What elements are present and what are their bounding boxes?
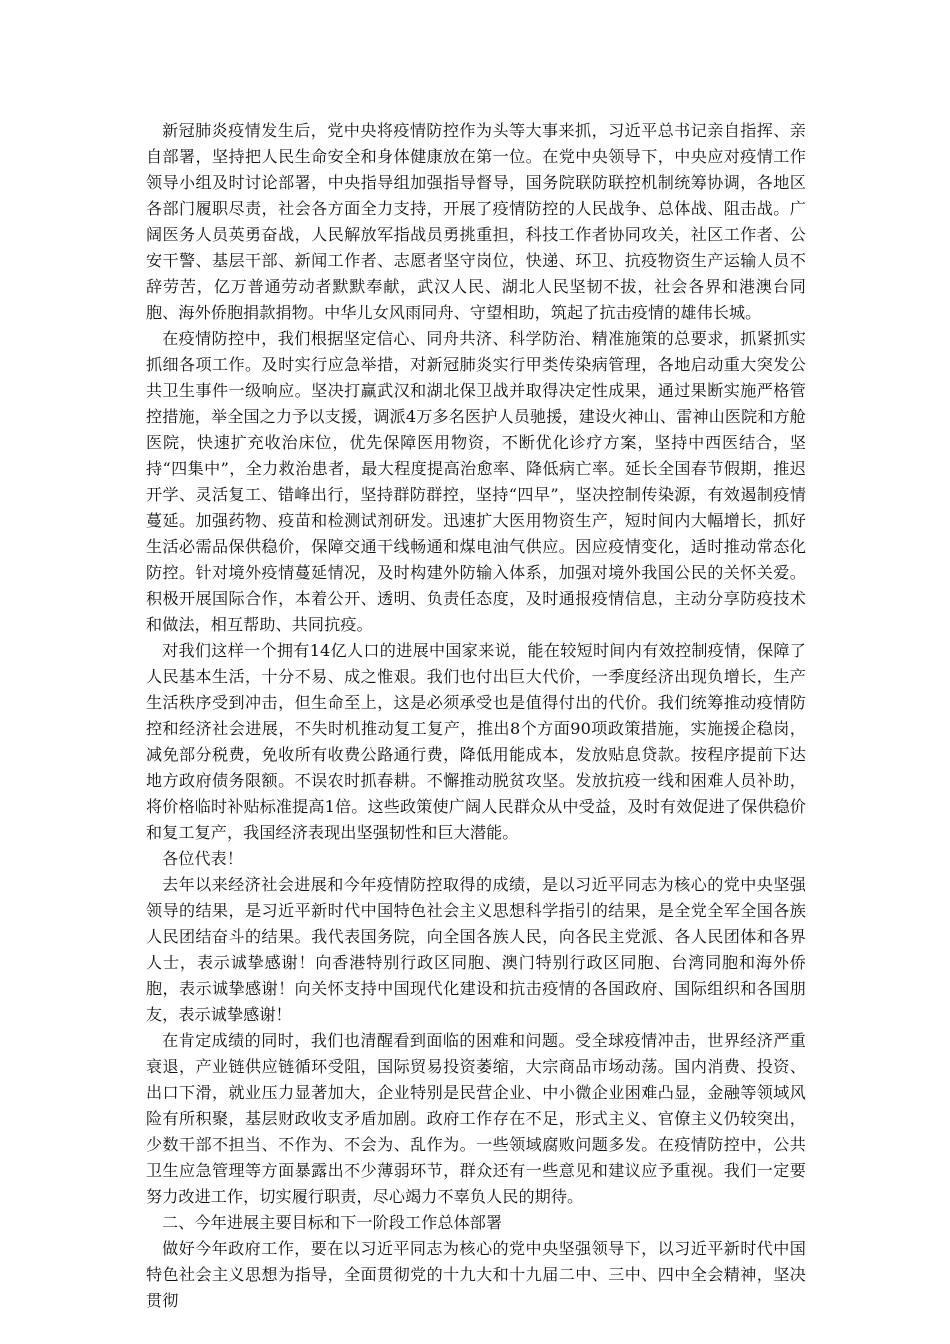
section-heading: 二、今年进展主要目标和下一阶段工作总体部署 <box>162 1213 503 1232</box>
paragraph-salutation: 各位代表！ <box>162 849 244 868</box>
paragraph-epidemic-response: 新冠肺炎疫情发生后，党中央将疫情防控作为头等大事来抓，习近平总书记亲自指挥、亲自部署，坚持把人民生命安全和身体健康放在第一位。在党中央领导下，中央应对疫情工作领导小组及时讨论部署，中央指导组加强指导督导，国务院联防联控机制统筹协调，各地区各部门履职尽责，社会各方面全力支持，开展了疫情防控的人民战争、总体战、阻击战。广阔医务人员英勇奋战，人民解放军指战员勇挑重担，科技工作者协同攻关，社区工作者、公安干警、基层干部、新闻工作者、志愿者坚守岗位，快递、环卫、抗疫物资生产运输人员不辞劳苦，亿万普通劳动者默默奉献，武汉人民、湖北人民坚韧不拔，社会各界和港澳台同胞、海外侨胞捐款捐物。中华儿女风雨同舟、守望相助，筑起了抗击疫情的雄伟长城。 <box>146 121 806 322</box>
paragraph-economic-impact: 对我们这样一个拥有14亿人口的进展中国家来说，能在较短时间内有效控制疫情，保障了人民基本生活，十分不易、成之惟艰。我们也付出巨大代价，一季度经济出现负增长，生产生活秩序受到冲击，但生命至上，这是必须承受也是值得付出的代价。我们统筹推动疫情防控和经济社会进展，不失时机推动复工复产，推出8个方面90项政策措施，实施援企稳岗，减免部分税费，免收所有收费公路通行费，降低用能成本，发放贴息贷款。按程序提前下达地方政府债务限额。不误农时抓春耕。不懈推动脱贫攻坚。发放抗疫一线和困难人员补助，将价格临时补贴标准提高1倍。这些政策使广阔人民群众从中受益，及时有效促进了保供稳价和复工复产，我国经济表现出坚强韧性和巨大潜能。 <box>146 641 806 842</box>
document-body <box>146 118 806 1314</box>
paragraph-government-work: 做好今年政府工作，要在以习近平同志为核心的党中央坚强领导下，以习近平新时代中国特色社会主义思想为指导，全面贯彻党的十九大和十九届二中、三中、四中全会精神，坚决贯彻 <box>146 1239 806 1310</box>
paragraph-prevention-measures: 在疫情防控中，我们根据坚定信心、同舟共济、科学防治、精准施策的总要求，抓紧抓实抓细各项工作。及时实行应急举措，对新冠肺炎实行甲类传染病管理，各地启动重大突发公共卫生事件一级响应。坚决打赢武汉和湖北保卫战并取得决定性成果，通过果断实施严格管控措施，举全国之力予以支援，调派4万多名医护人员驰援，建设火神山、雷神山医院和方舱医院，快速扩充收治床位，优先保障医用物资，不断优化诊疗方案，坚持中西医结合，坚持“四集中”，全力救治患者，最大程度提高治愈率、降低病亡率。延长全国春节假期，推迟开学、灵活复工、错峰出行，坚持群防群控，坚持“四早”，坚决控制传染源，有效遏制疫情蔓延。加强药物、疫苗和检测试剂研发。迅速扩大医用物资生产，短时间内大幅增长，抓好生活必需品保供稳价，保障交通干线畅通和煤电油气供应。因应疫情变化，适时推动常态化防控。针对境外疫情蔓延情况，及时构建外防输入体系，加强对境外我国公民的关怀关爱。积极开展国际合作，本着公开、透明、负责任态度，及时通报疫情信息，主动分享防疫技术和做法，相互帮助、共同抗疫。 <box>146 329 806 634</box>
paragraph-gratitude: 去年以来经济社会进展和今年疫情防控取得的成绩，是以习近平同志为核心的党中央坚强领导的结果，是习近平新时代中国特色社会主义思想科学指引的结果，是全党全军全国各族人民团结奋斗的结果。我代表国务院，向全国各族人民，向各民主党派、各人民团体和各界人士，表示诚挚感谢！向香港特别行政区同胞、澳门特别行政区同胞、台湾同胞和海外侨胞，表示诚挚感谢！向关怀支持中国现代化建设和抗击疫情的各国政府、国际组织和各国朋友，表示诚挚感谢！ <box>146 875 806 1024</box>
paragraph-difficulties: 在肯定成绩的同时，我们也清醒看到面临的困难和问题。受全球疫情冲击，世界经济严重衰退，产业链供应链循环受阻，国际贸易投资萎缩，大宗商品市场动荡。国内消费、投资、出口下滑，就业压力显著加大，企业特别是民营企业、中小微企业困难凸显，金融等领域风险有所积聚，基层财政收支矛盾加剧。政府工作存在不足，形式主义、官僚主义仍较突出，少数干部不担当、不作为、不会为、乱作为。一些领域腐败问题多发。在疫情防控中，公共卫生应急管理等方面暴露出不少薄弱环节，群众还有一些意见和建议应予重视。我们一定要努力改进工作，切实履行职责，尽心竭力不辜负人民的期待。 <box>146 1031 806 1206</box>
